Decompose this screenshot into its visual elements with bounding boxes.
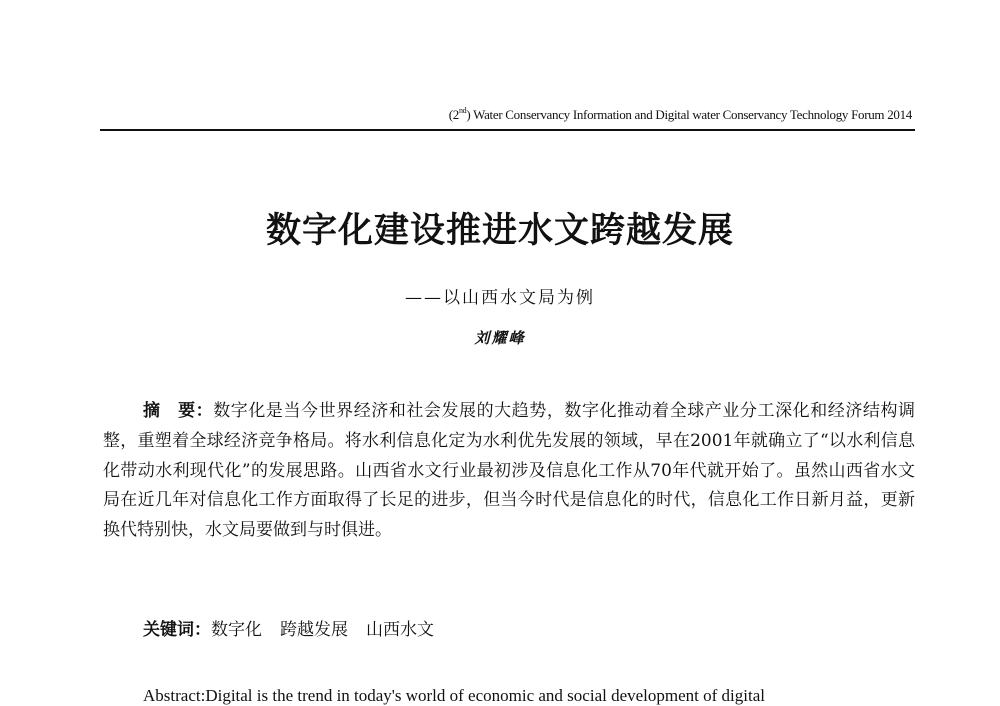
english-abstract-line: Abstract:Digital is the trend in today's world of economic and social development of digital: [143, 686, 765, 705]
header-superscript: nd: [458, 106, 467, 115]
keywords-line: [143, 615, 452, 640]
header-rule: [100, 129, 915, 131]
paper-title: 数字化建设推进水文跨越发展: [265, 210, 734, 251]
abstract-paragraph: [103, 397, 915, 546]
abstract-text: 数字化是当今世界经济和社会发展的大趋势，数字化推动着全球产业分工深化和经济结构调整，重塑着全球经济竞争格局。将水利信息化定为水利优先发展的领域，早在2001年就确立了“以水利信息化带动水利现代化”的发展思路。山西省水文行业最初涉及信息化工作从70年代就开始了。虽然山西省水文局在近几年对信息化工作方面取得了长足的进步，但当今时代是信息化的时代，信息化工作日新月益，更新换代特别快，水文局要做到与时俱进。: [103, 401, 915, 541]
abstract-label: 摘 要：: [143, 401, 214, 421]
keyword: 跨越发展: [280, 620, 348, 640]
author-name: 刘耀峰: [474, 329, 526, 347]
keyword: 数字化: [211, 620, 262, 640]
keywords-label: 关键词：: [143, 620, 211, 640]
running-header: (2nd) Water Conservancy Information and Digital water Conservancy Technology Forum 2014: [448, 106, 912, 122]
paper-subtitle: ——以山西水文局为例: [405, 288, 595, 308]
keyword: 山西水文: [366, 620, 434, 640]
